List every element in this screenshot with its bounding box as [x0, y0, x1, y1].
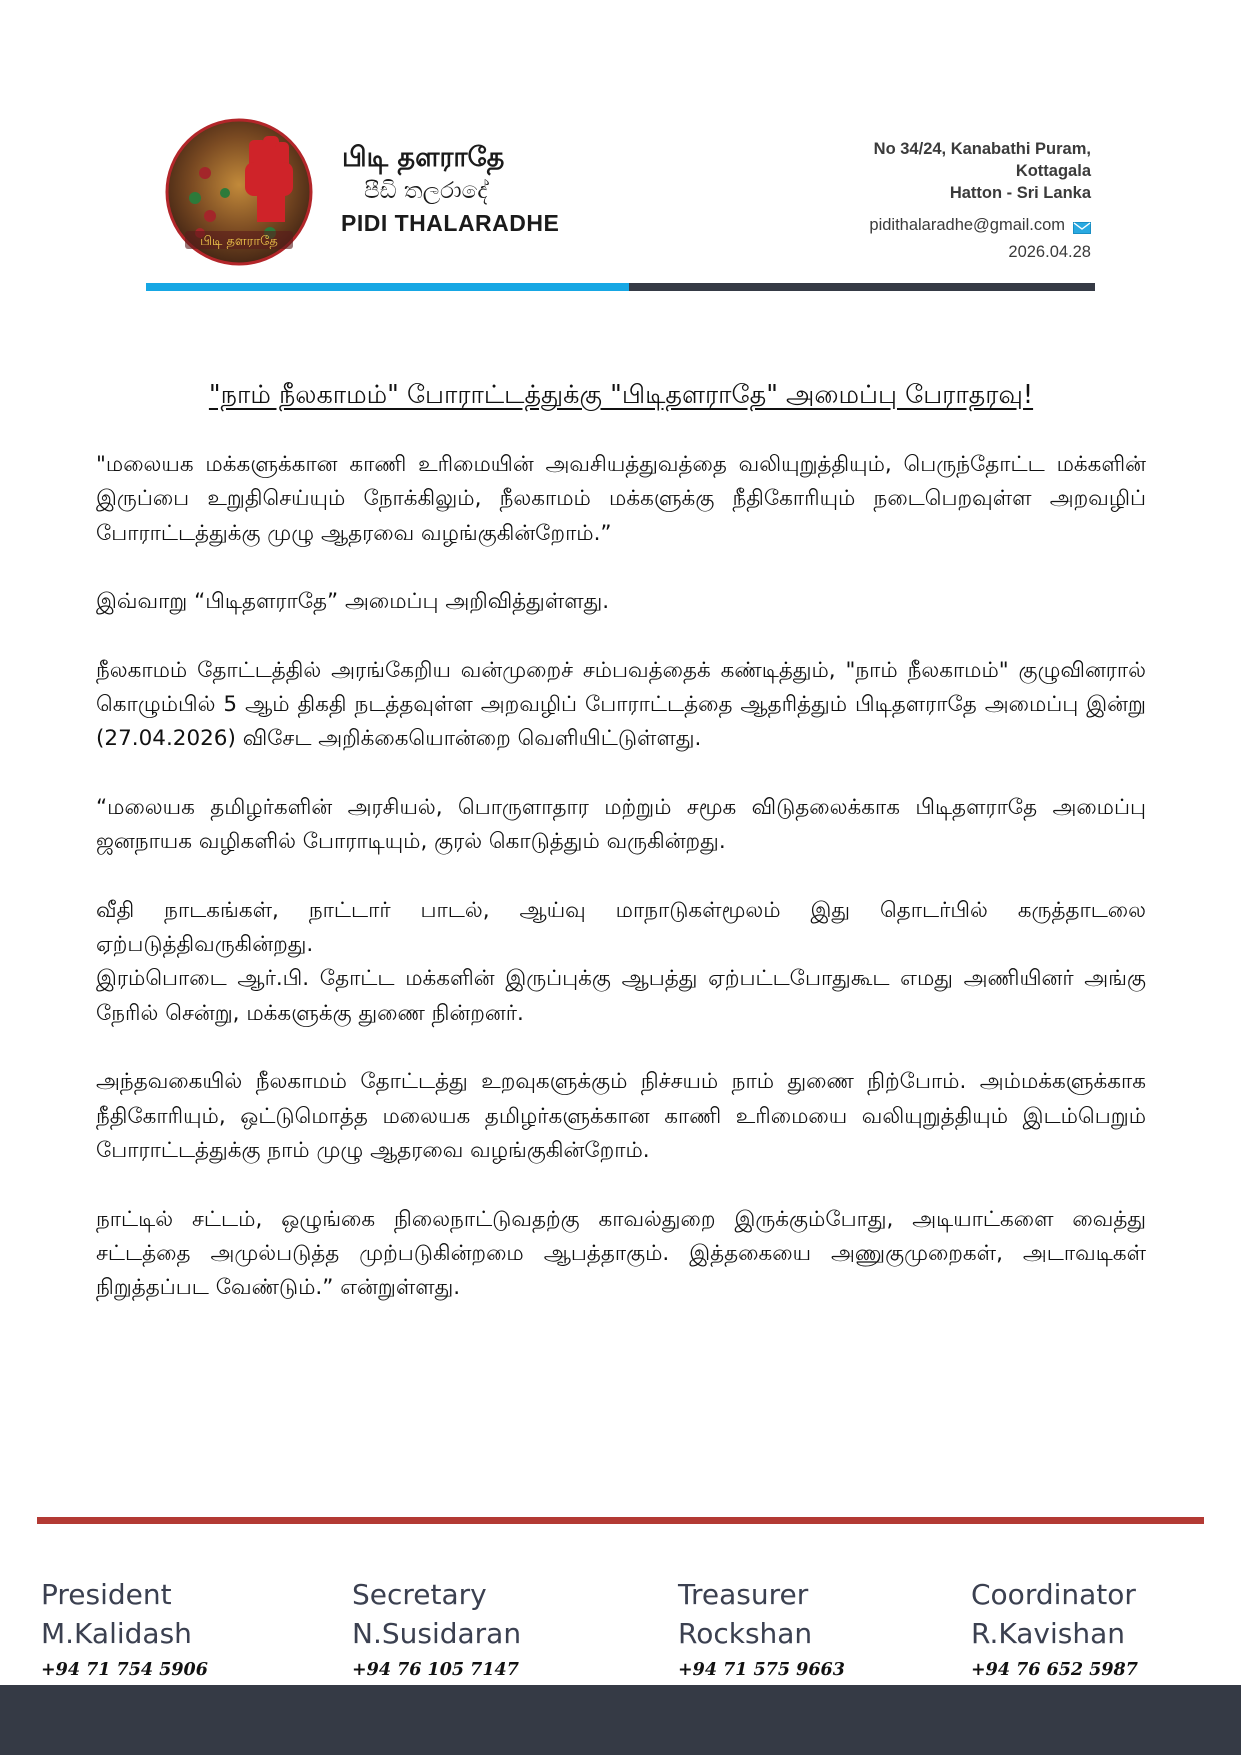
signatory-coordinator — [971, 1575, 1138, 1683]
letter-date: 2026.04.28 — [1008, 243, 1091, 261]
signatory-role: President — [41, 1578, 172, 1611]
signatory-president — [41, 1575, 208, 1683]
paragraph: நாட்டில் சட்டம், ஒழுங்கை நிலைநாட்டுவதற்கு காவல்துறை இருக்கும்போது, அடியாட்களை வைத்து சட்டத்தை அமுல்படுத்த முற்படுகின்றமை ஆபத்தாகும். இத்தகையை அணுகுமுறைகள், அடாவடிகள் நிறுத்தப்பட வேண்டும்.” என்றுள்ளது. — [96, 1206, 1146, 1301]
paragraph: அந்தவகையில் நீலகாமம் தோட்டத்து உறவுகளுக்கும் நிச்சயம் நாம் துணை நிற்போம். அம்மக்களுக்காக நீதிகோரியும், ஒட்டுமொத்த மலையக தமிழர்களுக்கான காணி உரிமையை வலியுறுத்தியும் இடம்பெறும் போராட்டத்துக்கு நாம் முழு ஆதரவை வழங்குகின்றோம். — [96, 1069, 1146, 1163]
signatory-name: M.Kalidash — [41, 1617, 192, 1650]
address-line-3: Hatton - Sri Lanka — [949, 184, 1091, 202]
contact-block — [869, 138, 1091, 262]
signatory-secretary — [352, 1575, 521, 1683]
organization-logo — [165, 118, 313, 266]
footer-band — [0, 1685, 1241, 1755]
paragraph: இரம்பொடை ஆர்.பி. தோட்ட மக்களின் இருப்புக்கு ஆபத்து ஏற்பட்டபோதுகூட எமது அணியினர் அங்கு நேரில் சென்று, மக்களுக்கு துணை நின்றனர். — [96, 966, 1146, 1026]
raised-fist-logo-icon — [165, 118, 313, 266]
brand-name-sinhala: පීඩි තලරාදේ — [364, 178, 488, 204]
brand-name-english: PIDI THALARADHE — [341, 210, 560, 236]
document-body — [96, 448, 1146, 1340]
brand-name-tamil: பிடி தளராதே — [342, 142, 505, 173]
paragraph: இவ்வாறு “பிடிதளராதே” அமைப்பு அறிவித்துள்ளது. — [96, 589, 610, 615]
signatory-role: Treasurer — [678, 1578, 809, 1611]
paragraph: நீலகாமம் தோட்டத்தில் அரங்கேறிய வன்முறைச் சம்பவத்தைக் கண்டித்தும், "நாம் நீலகாமம்" குழுவினரால் கொழும்பில் 5 ஆம் திகதி நடத்தவுள்ள அறவழிப் போராட்டத்தை ஆதரித்தும் பிடிதளராதே அமைப்பு இன்று (27.04.2026) விசேட அறிக்கையொன்றை வெளியிட்டுள்ளது. — [96, 657, 1146, 752]
signatory-phone[interactable]: +94 71 575 9663 — [678, 1660, 845, 1680]
signatory-role: Secretary — [352, 1578, 487, 1611]
logo-text: பிடி தளராதே — [200, 234, 278, 249]
document-title: "நாம் நீலகாமம்" போராட்டத்துக்கு "பிடிதளராதே" அமைப்பு பேராதரவு! — [208, 380, 1034, 410]
signatory-phone[interactable]: +94 76 652 5987 — [971, 1660, 1138, 1680]
signatory-name: N.Susidaran — [352, 1617, 522, 1650]
signatory-role: Coordinator — [971, 1578, 1136, 1611]
signatory-treasurer — [678, 1575, 845, 1683]
signatory-phone[interactable]: +94 71 754 5906 — [41, 1660, 208, 1680]
header-rule-dark — [629, 283, 1095, 291]
signatory-phone[interactable]: +94 76 105 7147 — [352, 1660, 519, 1680]
email-link[interactable]: pidithalaradhe@gmail.com — [869, 216, 1065, 234]
header-rule-blue — [146, 283, 629, 291]
address-line-2: Kottagala — [1015, 162, 1091, 180]
footer-rule-red — [37, 1517, 1204, 1524]
email-row — [869, 216, 1091, 235]
address-line-1: No 34/24, Kanabathi Puram, — [873, 140, 1091, 158]
brand-block — [330, 140, 570, 240]
paragraph: "மலையக மக்களுக்கான காணி உரிமையின் அவசியத்துவத்தை வலியுறுத்தியும், பெருந்தோட்ட மக்களின் இருப்பை உறுதிசெய்யும் நோக்கிலும், நீலகாமம் மக்களுக்கு நீதிகோரியும் நடைபெறவுள்ள அறவழிப் போராட்டத்துக்கு முழு ஆதரவை வழங்குகின்றோம்.” — [96, 452, 1146, 546]
signatory-name: R.Kavishan — [971, 1617, 1125, 1650]
paragraph: வீதி நாடகங்கள், நாட்டார் பாடல், ஆய்வு மாநாடுகள்மூலம் இது தொடர்பில் கருத்தாடலை ஏற்படுத்திவருகின்றது. — [96, 897, 1146, 958]
signatory-name: Rockshan — [678, 1617, 813, 1650]
paragraph: “மலையக தமிழர்களின் அரசியல், பொருளாதார மற்றும் சமூக விடுதலைக்காக பிடிதளராதே அமைப்பு ஜனநாயக வழிகளில் போராடியும், குரல் கொடுத்தும் வருகின்றது. — [96, 794, 1146, 855]
envelope-icon — [1073, 220, 1091, 232]
